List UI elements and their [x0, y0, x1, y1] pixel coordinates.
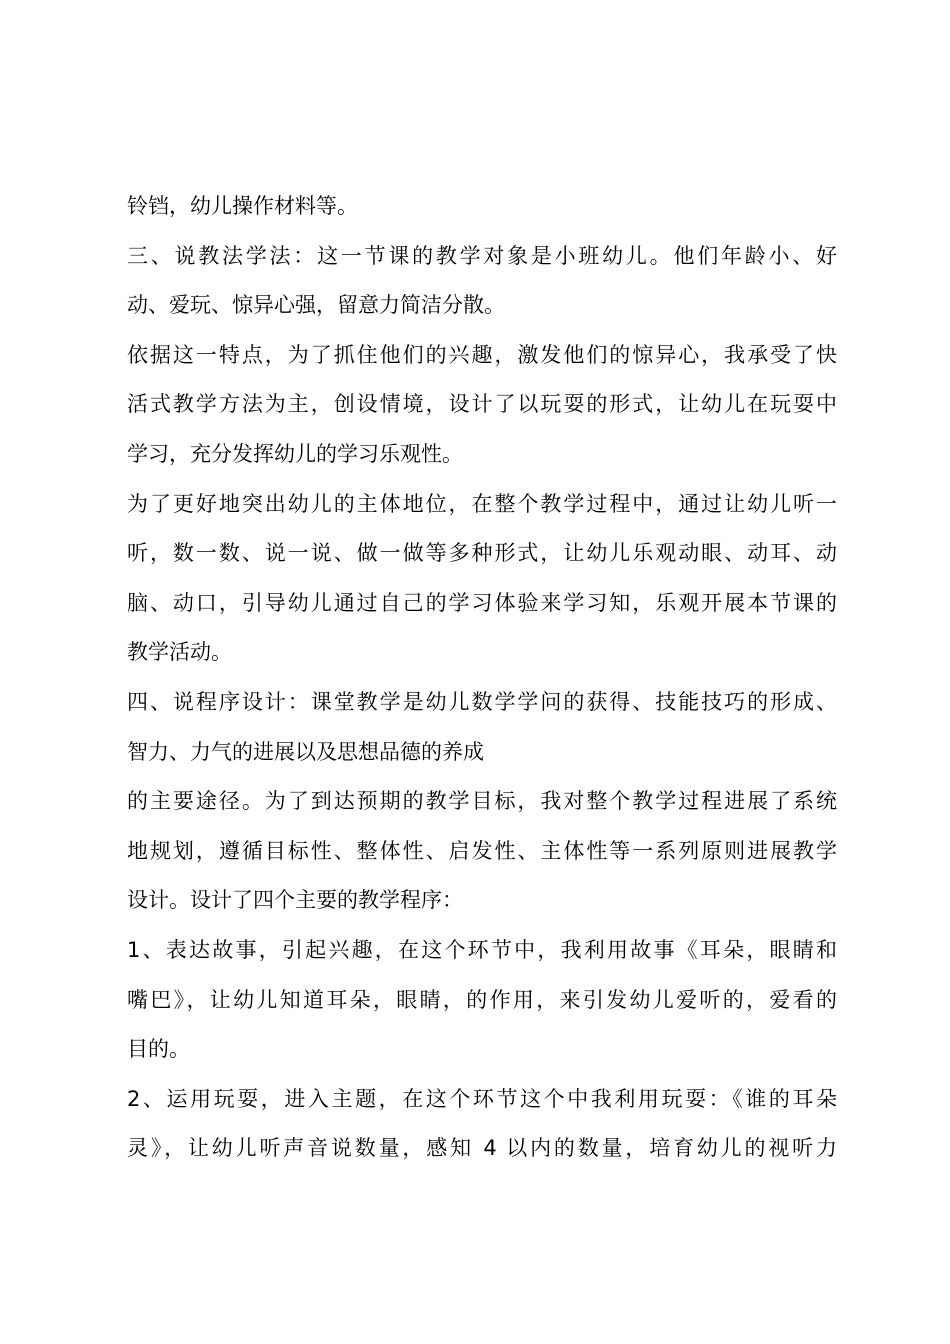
text-line: 目的。 — [127, 1037, 190, 1062]
text-line: 灵》，让幼儿听声音说数量，感知 4 以内的数量，培育幼儿的视听力 — [127, 1136, 837, 1161]
text-line: 1、表达故事，引起兴趣，在这个环节中，我利用故事《耳朵，眼睛和 — [127, 937, 837, 962]
text-line: 脑、动口，引导幼儿通过自己的学习体验来学习知，乐观开展本节课的 — [127, 590, 837, 615]
text-line: 学习，充分发挥幼儿的学习乐观性。 — [127, 441, 463, 466]
text-line: 智力、力气的进展以及思想品德的养成 — [127, 739, 484, 764]
text-line: 2、运用玩耍，进入主题，在这个环节这个中我利用玩耍：《谁的耳朵 — [127, 1086, 837, 1111]
text-line: 设计。设计了四个主要的教学程序： — [127, 888, 463, 913]
text-line: 依据这一特点，为了抓住他们的兴趣，激发他们的惊异心，我承受了快 — [127, 342, 837, 367]
text-line: 为了更好地突出幼儿的主体地位，在整个教学过程中，通过让幼儿听一 — [127, 491, 837, 516]
text-line: 铃铛，幼儿操作材料等。 — [127, 194, 358, 218]
text-line: 嘴巴》，让幼儿知道耳朵，眼睛，的作用，来引发幼儿爱听的，爱看的 — [127, 987, 837, 1012]
text-line: 动、爱玩、惊异心强，留意力简洁分散。 — [127, 293, 505, 318]
text-line: 教学活动。 — [127, 640, 232, 665]
document-body — [127, 182, 837, 1174]
text-line: 活式教学方法为主，创设情境，设计了以玩耍的形式，让幼儿在玩耍中 — [127, 392, 837, 417]
text-line: 四、说程序设计：课堂教学是幼儿数学学问的获得、技能技巧的形成、 — [127, 689, 837, 714]
text-line: 三、说教法学法：这一节课的教学对象是小班幼儿。他们年龄小、好 — [127, 243, 837, 268]
text-line: 听，数一数、说一说、做一做等多种形式，让幼儿乐观动眼、动耳、动 — [127, 541, 837, 566]
text-line: 的主要途径。为了到达预期的教学目标，我对整个教学过程进展了系统 — [127, 789, 837, 814]
text-line: 地规划，遵循目标性、整体性、启发性、主体性等一系列原则进展教学 — [127, 838, 837, 863]
